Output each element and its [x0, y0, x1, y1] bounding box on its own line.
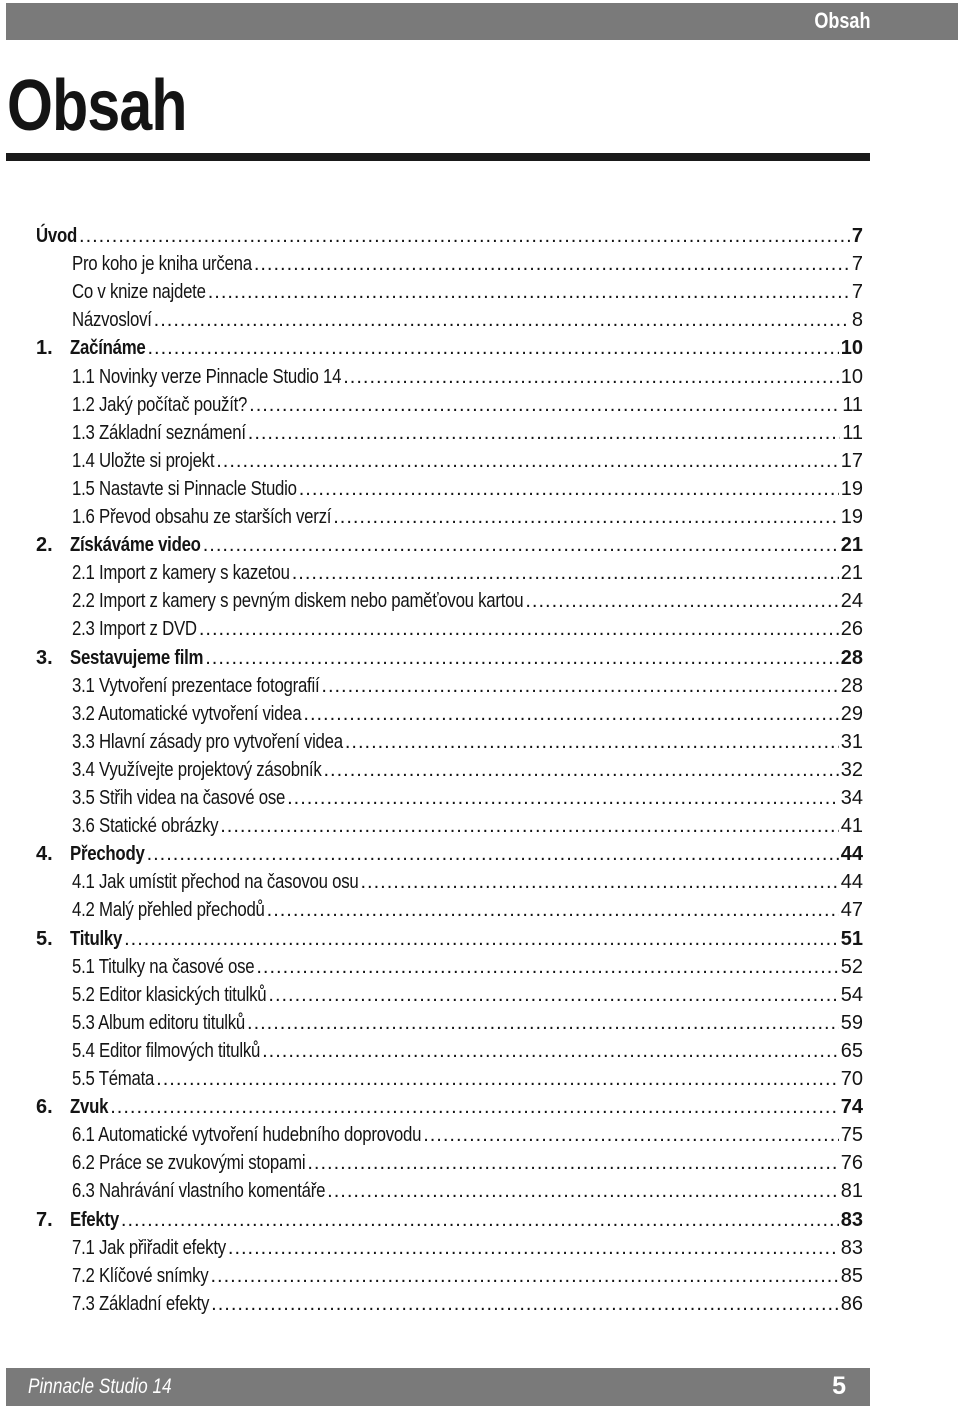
toc-dot-leader [423, 1123, 839, 1147]
toc-page-number: 70 [840, 1068, 863, 1090]
toc-subsection-entry [72, 1236, 863, 1260]
toc-dot-leader [205, 646, 839, 670]
toc-page-number: 44 [840, 843, 863, 866]
toc-chapter-entry [36, 646, 863, 670]
toc-page-number: 7 [851, 225, 863, 247]
toc-chapter-number: 4. [36, 843, 53, 866]
toc-page-number: 31 [840, 730, 863, 753]
toc-chapter-number: 5. [36, 927, 53, 950]
toc-subsection-entry [72, 730, 863, 754]
toc-dot-leader [299, 477, 839, 501]
toc-entry-label: Začínáme [70, 337, 146, 360]
toc-page-number: 85 [840, 1264, 863, 1287]
toc-subsection-entry [72, 393, 863, 417]
footer-bar [6, 1368, 870, 1406]
toc-subsection-entry [72, 1011, 863, 1035]
toc-entry-label: 3.4 Využívejte projektový zásobník [72, 758, 322, 781]
toc-dot-leader [262, 1039, 839, 1063]
toc-subsection-entry [72, 758, 863, 782]
toc-page-number: 81 [840, 1180, 863, 1203]
footer-page-number: 5 [832, 1372, 846, 1400]
toc-page-number: 86 [840, 1292, 863, 1315]
toc-dot-leader [199, 617, 839, 641]
toc-entry-label: 7.1 Jak přiřadit efekty [72, 1236, 226, 1259]
toc-subsection-entry [72, 786, 863, 810]
toc-page-number: 83 [840, 1236, 863, 1259]
toc-entry-label: 1.1 Novinky verze Pinnacle Studio 14 [72, 365, 342, 388]
toc-chapter-entry [36, 1208, 863, 1232]
toc-entry-label: 3.2 Automatické vytvoření videa [72, 702, 302, 725]
toc-entry-label: Názvosloví [72, 309, 152, 332]
toc-dot-leader [323, 758, 838, 782]
toc-entry-label: Titulky [70, 927, 123, 950]
toc-page-number: 8 [851, 309, 863, 332]
toc-chapter-entry [36, 927, 863, 951]
toc-dot-leader [292, 561, 839, 585]
toc-entry-label: 5.1 Titulky na časové ose [72, 955, 255, 978]
toc-dot-leader [343, 365, 839, 389]
toc-entry-label: 7.3 Základní efekty [72, 1292, 210, 1315]
toc-subsection-entry [72, 1123, 863, 1147]
toc-page-number: 7 [851, 253, 863, 276]
toc-subsection-entry [72, 589, 863, 613]
toc-entry-label: 3.1 Vytvoření prezentace fotografií [72, 674, 320, 697]
toc-page-number: 29 [840, 702, 863, 725]
toc-dot-leader [267, 898, 839, 922]
toc-page-number: 28 [840, 646, 863, 669]
toc-dot-leader [203, 533, 839, 557]
toc-subsection-entry [72, 983, 863, 1007]
toc-subsection-entry [72, 477, 863, 501]
toc-chapter-number: 1. [36, 337, 53, 360]
toc-dot-leader [525, 589, 838, 613]
toc-subsection-entry [72, 1292, 863, 1316]
toc-dot-leader [327, 1179, 839, 1203]
toc-page-number: 11 [842, 421, 863, 444]
footer-book-title: Pinnacle Studio 14 [28, 1375, 172, 1398]
toc-dot-leader [345, 730, 839, 754]
toc-entry-label: 6.2 Práce se zvukovými stopami [72, 1152, 306, 1175]
toc-chapter-number: 6. [36, 1096, 53, 1119]
toc-page-number: 10 [840, 337, 863, 360]
toc-dot-leader [256, 955, 838, 979]
toc-chapter-entry [36, 224, 863, 248]
toc-chapter-entry [36, 1095, 863, 1119]
toc-dot-leader [220, 814, 839, 838]
toc-subsection-entry [72, 252, 863, 276]
toc-dot-leader [254, 252, 850, 276]
toc-entry-label: Zvuk [70, 1096, 109, 1119]
toc-page-number: 41 [840, 815, 863, 838]
toc-entry-label: 3.6 Statické obrázky [72, 815, 219, 838]
toc-page-number: 59 [840, 1011, 863, 1034]
toc-subsection-entry [72, 1151, 863, 1175]
toc-dot-leader [210, 1264, 838, 1288]
toc-dot-leader [124, 927, 839, 951]
toc-page-number: 17 [840, 449, 863, 472]
toc-page-number: 47 [840, 899, 863, 922]
toc-entry-label: 4.1 Jak umístit přechod na časovou osu [72, 871, 359, 894]
toc-page-number: 34 [840, 787, 863, 809]
toc-entry-label: 1.3 Základní seznámení [72, 421, 246, 444]
toc-subsection-entry [72, 421, 863, 445]
toc-subsection-entry [72, 280, 863, 304]
toc-page-number: 10 [840, 365, 863, 388]
toc-page-number: 7 [851, 281, 863, 304]
toc-dot-leader [307, 1151, 838, 1175]
toc-dot-leader [321, 674, 838, 698]
toc-subsection-entry [72, 898, 863, 922]
toc-dot-leader [333, 505, 839, 529]
toc-page-number: 76 [840, 1152, 863, 1175]
toc-entry-label: 5.5 Témata [72, 1068, 155, 1090]
toc-dot-leader [248, 421, 840, 445]
header-section-title: Obsah [813, 8, 870, 33]
toc-entry-label: 2.2 Import z kamery s pevným diskem nebo paměťovou kartou [72, 590, 524, 613]
toc-chapter-number: 2. [36, 534, 53, 557]
toc-page-number: 54 [840, 983, 863, 1006]
toc-entry-label: 3.5 Střih videa na časové ose [72, 787, 286, 809]
toc-page-number: 11 [842, 393, 863, 416]
toc-dot-leader [303, 702, 838, 726]
toc-chapter-entry [36, 533, 863, 557]
toc-chapter-number: 7. [36, 1208, 53, 1231]
toc-subsection-entry [72, 955, 863, 979]
toc-entry-label: Pro koho je kniha určena [72, 253, 252, 276]
toc-subsection-entry [72, 702, 863, 726]
toc-entry-label: Efekty [70, 1208, 119, 1231]
toc-dot-leader [360, 870, 838, 894]
toc-page-number: 32 [840, 758, 863, 781]
toc-page-number: 51 [840, 927, 863, 950]
toc-page-number: 74 [840, 1096, 863, 1119]
toc-page-number: 28 [840, 674, 863, 697]
toc-dot-leader [148, 336, 839, 360]
toc-dot-leader [216, 449, 839, 473]
toc-subsection-entry [72, 561, 863, 585]
toc-entry-label: Co v knize najdete [72, 281, 206, 304]
toc-entry-label: 1.4 Uložte si projekt [72, 449, 215, 472]
toc-dot-leader [208, 280, 850, 304]
toc-subsection-entry [72, 449, 863, 473]
toc-dot-leader [268, 983, 838, 1007]
toc-page-number: 24 [840, 590, 863, 613]
toc-entry-label: 1.5 Nastavte si Pinnacle Studio [72, 477, 297, 500]
toc-dot-leader [287, 786, 839, 810]
toc-page-number: 19 [840, 477, 863, 500]
page-title: Obsah [7, 66, 187, 146]
toc-subsection-entry [72, 870, 863, 894]
toc-page-number: 19 [840, 506, 863, 528]
toc-subsection-entry [72, 365, 863, 389]
toc-entry-label: 5.2 Editor klasických titulků [72, 983, 267, 1006]
toc-dot-leader [110, 1095, 839, 1119]
toc-entry-label: 6.1 Automatické vytvoření hudebního doprovodu [72, 1124, 422, 1147]
toc-entry-label: 7.2 Klíčové snímky [72, 1264, 209, 1287]
toc-entry-label: 3.3 Hlavní zásady pro vytvoření videa [72, 730, 343, 753]
toc-chapter-number: 3. [36, 646, 53, 669]
toc-dot-leader [147, 842, 839, 866]
toc-subsection-entry [72, 1264, 863, 1288]
toc-subsection-entry [72, 617, 863, 641]
toc-entry-label: 2.3 Import z DVD [72, 618, 197, 641]
toc-dot-leader [228, 1236, 839, 1260]
toc-entry-label: 5.4 Editor filmových titulků [72, 1039, 261, 1062]
toc-subsection-entry [72, 308, 863, 332]
toc-page-number: 21 [840, 562, 863, 585]
toc-dot-leader [154, 308, 850, 332]
toc-page-number: 52 [840, 955, 863, 978]
toc-subsection-entry [72, 505, 863, 529]
toc-dot-leader [247, 1011, 839, 1035]
toc-page-number: 26 [840, 618, 863, 641]
toc-entry-label: Úvod [36, 225, 78, 247]
toc-entry-label: 5.3 Album editoru titulků [72, 1011, 246, 1034]
toc-page-number: 65 [840, 1039, 863, 1062]
toc-subsection-entry [72, 1039, 863, 1063]
toc-entry-label: 1.2 Jaký počítač použít? [72, 393, 248, 416]
toc-entry-label: 1.6 Převod obsahu ze starších verzí [72, 506, 332, 528]
toc-subsection-entry [72, 814, 863, 838]
toc-page-number: 44 [840, 871, 863, 894]
toc-subsection-entry [72, 1179, 863, 1203]
toc-dot-leader [121, 1208, 839, 1232]
toc-chapter-entry [36, 336, 863, 360]
toc-entry-label: Sestavujeme film [70, 646, 204, 669]
toc-dot-leader [156, 1067, 839, 1091]
toc-subsection-entry [72, 674, 863, 698]
toc-entry-label: 6.3 Nahrávání vlastního komentáře [72, 1180, 326, 1203]
toc-entry-label: 2.1 Import z kamery s kazetou [72, 562, 290, 585]
toc-dot-leader [79, 224, 850, 248]
toc-page-number: 83 [840, 1208, 863, 1231]
toc-subsection-entry [72, 1067, 863, 1091]
toc-dot-leader [249, 393, 840, 417]
toc-dot-leader [211, 1292, 839, 1316]
toc-page-number: 75 [840, 1124, 863, 1147]
toc-chapter-entry [36, 842, 863, 866]
toc-entry-label: Přechody [70, 843, 145, 866]
toc-entry-label: 4.2 Malý přehled přechodů [72, 899, 265, 922]
toc-page-number: 21 [840, 534, 863, 557]
toc-entry-label: Získáváme video [70, 534, 201, 557]
